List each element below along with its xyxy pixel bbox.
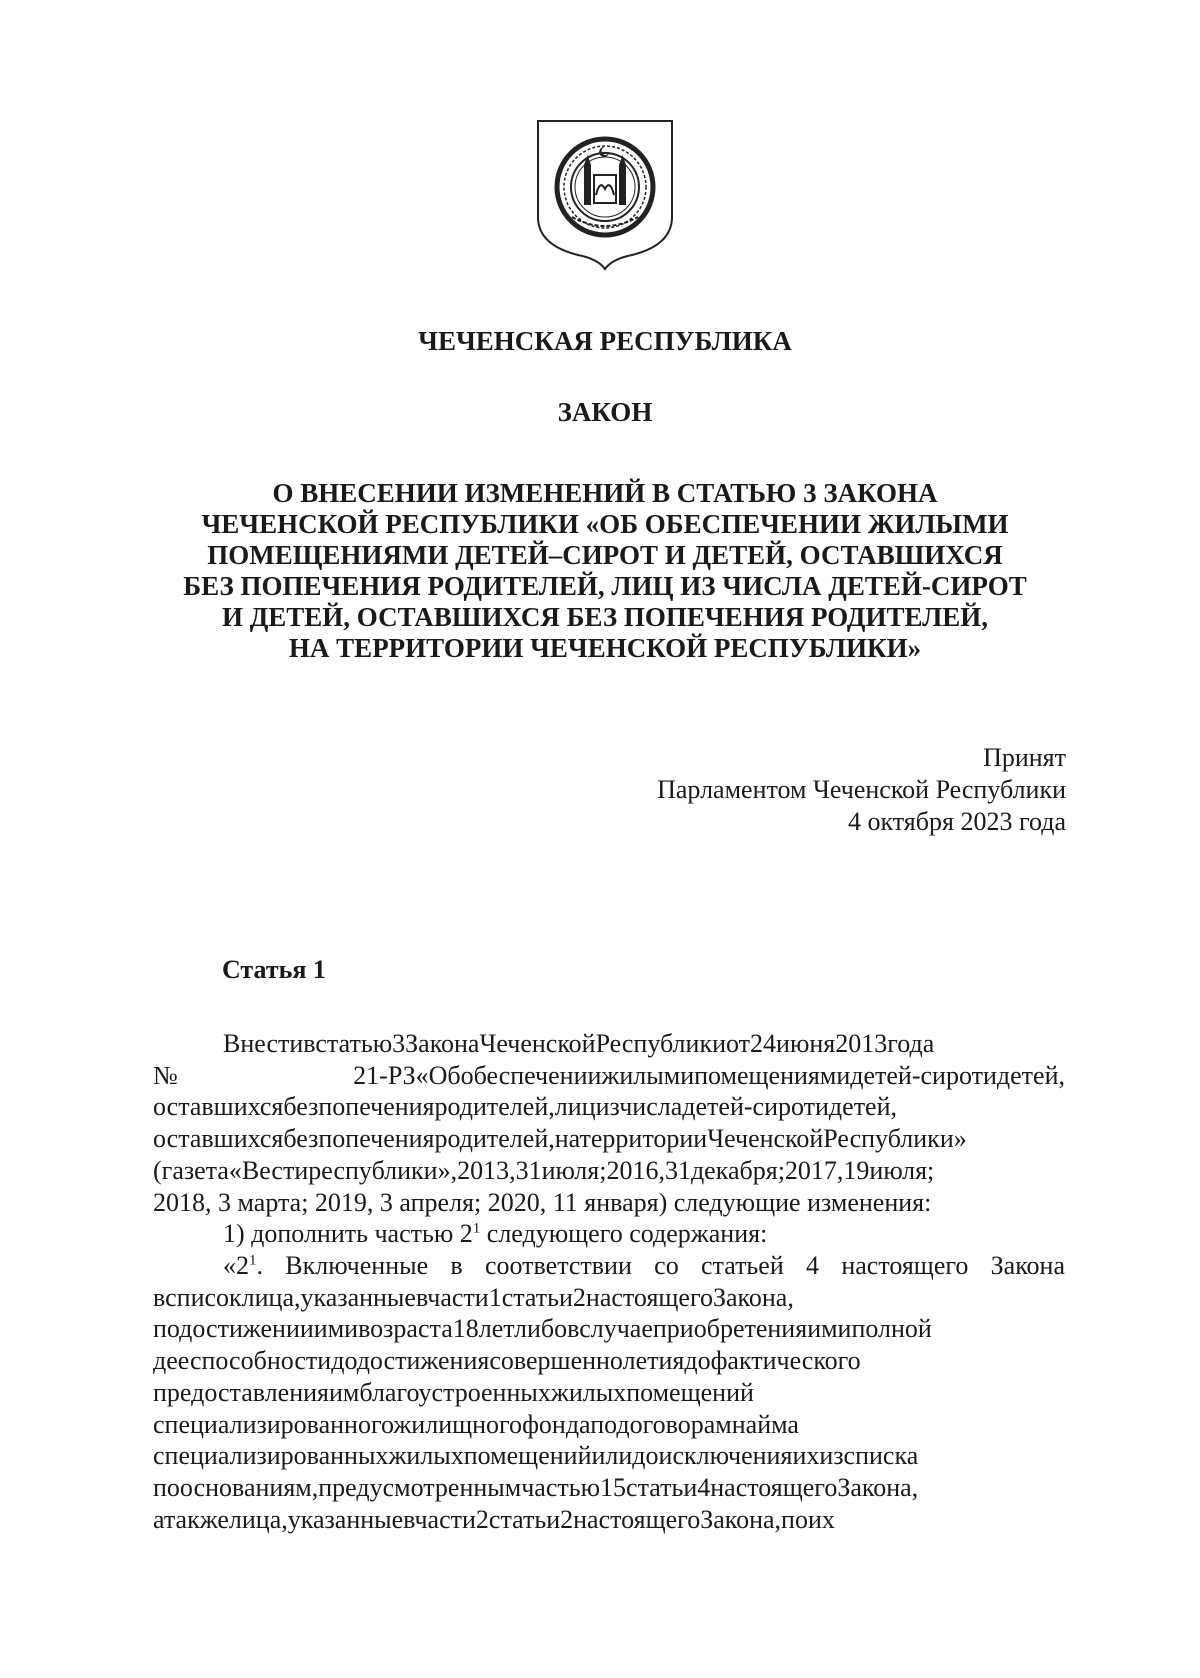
word: в bbox=[153, 1282, 166, 1312]
word: исключения bbox=[658, 1441, 793, 1471]
word: ими bbox=[313, 1314, 359, 1344]
word: июля; bbox=[541, 1155, 607, 1185]
paragraph-line bbox=[153, 1091, 1065, 1123]
article-title: Статья 1 bbox=[222, 955, 326, 984]
word: и bbox=[982, 1060, 997, 1090]
word: Чеченской bbox=[479, 1029, 596, 1058]
word: настоящего bbox=[585, 1282, 713, 1312]
word: случае bbox=[579, 1314, 653, 1344]
law-title-line: О ВНЕСЕНИИ ИЗМЕНЕНИЙ В СТАТЬЮ 3 ЗАКОНА bbox=[272, 478, 938, 508]
word: полной bbox=[851, 1314, 932, 1344]
word: достижении bbox=[179, 1314, 314, 1344]
word: детей-сирот bbox=[682, 1092, 815, 1122]
word: жилых bbox=[388, 1441, 464, 1471]
word: по bbox=[781, 1504, 808, 1534]
word: 31 bbox=[664, 1155, 691, 1185]
word: статьи bbox=[501, 1282, 573, 1312]
word: лет bbox=[478, 1314, 514, 1344]
quote-line-rest: . Включенные в соответствии со статьей 4 настоящего Закона bbox=[256, 1251, 1065, 1280]
word: статью bbox=[315, 1029, 393, 1058]
word: 18 bbox=[452, 1314, 479, 1344]
coat-of-arms-emblem bbox=[532, 117, 678, 271]
word: лица, bbox=[228, 1504, 288, 1534]
paragraph-line bbox=[153, 1155, 1065, 1187]
law-title bbox=[150, 478, 1060, 664]
quote-line bbox=[153, 1472, 1065, 1504]
word: от bbox=[726, 1029, 751, 1058]
word: их bbox=[807, 1504, 835, 1534]
word: на bbox=[554, 1124, 580, 1154]
word: их bbox=[792, 1441, 820, 1471]
amendment-item-prefix: 1) дополнить частью 2 bbox=[223, 1219, 473, 1248]
word: указанные bbox=[287, 1504, 404, 1534]
word: территории bbox=[579, 1124, 708, 1154]
word: без bbox=[283, 1124, 319, 1154]
superscript: 1 bbox=[249, 1252, 257, 1269]
word: № bbox=[153, 1060, 354, 1090]
word: из bbox=[819, 1441, 844, 1471]
word: Закона, bbox=[837, 1472, 919, 1502]
word: в bbox=[303, 1029, 316, 1058]
word: Внести bbox=[223, 1029, 304, 1058]
word: 2017, bbox=[784, 1155, 844, 1185]
quote-line bbox=[153, 1504, 1065, 1536]
word: по bbox=[153, 1314, 180, 1344]
paragraph-line bbox=[153, 1123, 1065, 1155]
word: в bbox=[567, 1314, 580, 1344]
word: в bbox=[403, 1504, 415, 1534]
word: списка bbox=[843, 1441, 919, 1471]
word: и bbox=[815, 1092, 829, 1122]
word: или bbox=[591, 1441, 633, 1471]
word: Республики» bbox=[823, 1124, 967, 1154]
word: 2 bbox=[572, 1282, 586, 1312]
word: 4 bbox=[697, 1472, 711, 1502]
word: попечения bbox=[318, 1124, 435, 1154]
adoption-date: 4 октября 2023 года bbox=[848, 807, 1066, 836]
word: оставшихся bbox=[153, 1124, 284, 1154]
amendment-item-line bbox=[153, 1218, 1065, 1250]
word: совершеннолетия bbox=[489, 1346, 685, 1376]
word: июня bbox=[776, 1029, 836, 1058]
word: Чеченской bbox=[707, 1124, 824, 1154]
quote-line bbox=[153, 1440, 1065, 1472]
word: части bbox=[414, 1504, 476, 1534]
document-type-heading: ЗАКОН bbox=[557, 397, 653, 427]
word: также bbox=[163, 1504, 229, 1534]
word: 15 bbox=[600, 1472, 627, 1502]
word: родителей, bbox=[434, 1092, 555, 1122]
word: возраста bbox=[358, 1314, 453, 1344]
quote-line bbox=[153, 1377, 1065, 1409]
word: без bbox=[283, 1092, 319, 1122]
article-paragraph bbox=[153, 1028, 1065, 1218]
word: 19 bbox=[843, 1155, 870, 1185]
word: до bbox=[331, 1346, 357, 1376]
paragraph-line bbox=[153, 1028, 1065, 1060]
word: 2 bbox=[560, 1504, 574, 1534]
word: настоящего bbox=[573, 1504, 701, 1534]
word: Закона, bbox=[700, 1504, 782, 1534]
word: по bbox=[153, 1472, 180, 1502]
word: 2013, bbox=[457, 1155, 516, 1185]
word: частью bbox=[521, 1472, 601, 1502]
word: июля; bbox=[869, 1155, 935, 1185]
word: жилыми bbox=[601, 1060, 695, 1090]
law-title-line: И ДЕТЕЙ, ОСТАВШИХСЯ БЕЗ ПОПЕЧЕНИЯ РОДИТЕЛЕЙ, bbox=[221, 602, 989, 632]
law-title-line: БЕЗ ПОПЕЧЕНИЯ РОДИТЕЛЕЙ, ЛИЦ ИЗ ЧИСЛА ДЕТЕЙ-СИРОТ bbox=[183, 571, 1027, 601]
word: основаниям, bbox=[179, 1472, 319, 1502]
word: «Вести bbox=[228, 1155, 309, 1185]
amendment-item bbox=[153, 1218, 1065, 1250]
word: (газета bbox=[153, 1155, 229, 1185]
word: до bbox=[684, 1346, 711, 1376]
word: жилищного bbox=[393, 1409, 523, 1439]
word: Закона bbox=[405, 1029, 480, 1058]
quote-line bbox=[153, 1345, 1065, 1377]
adoption-line: Парламентом Чеченской Республики bbox=[657, 775, 1066, 804]
word: 2013 bbox=[835, 1029, 888, 1058]
word: в bbox=[415, 1282, 428, 1312]
word: найма bbox=[731, 1409, 799, 1439]
amendment-item-suffix: следующего содержания: bbox=[480, 1219, 768, 1248]
word: 31 bbox=[515, 1155, 542, 1185]
word: года bbox=[887, 1029, 935, 1058]
word: Республики bbox=[595, 1029, 726, 1058]
word: указанные bbox=[300, 1282, 416, 1312]
word: дееспособности bbox=[153, 1346, 332, 1376]
amendment-quote bbox=[153, 1250, 1065, 1535]
word: благоустроенных bbox=[359, 1377, 551, 1407]
word: помещений bbox=[626, 1377, 754, 1407]
word: 24 bbox=[750, 1029, 777, 1058]
word: части bbox=[427, 1282, 489, 1312]
law-title-line: ПОМЕЩЕНИЯМИ ДЕТЕЙ–СИРОТ И ДЕТЕЙ, ОСТАВШИХСЯ bbox=[207, 540, 1003, 570]
quote-line bbox=[153, 1313, 1065, 1345]
word: договорам bbox=[616, 1409, 732, 1439]
word: числа bbox=[619, 1092, 683, 1122]
word: предусмотренным bbox=[318, 1472, 522, 1502]
law-title-line: НА ТЕРРИТОРИИ ЧЕЧЕНСКОЙ РЕСПУБЛИКИ» bbox=[288, 633, 922, 663]
adoption-block bbox=[657, 742, 1066, 838]
word: фонда bbox=[522, 1409, 591, 1439]
word: обеспечении bbox=[460, 1060, 602, 1090]
word: специализированных bbox=[153, 1441, 389, 1471]
word: 1 bbox=[488, 1282, 502, 1312]
word: помещений bbox=[463, 1441, 592, 1471]
paragraph-line bbox=[153, 1060, 1065, 1092]
superscript: 1 bbox=[472, 1220, 481, 1237]
quote-line bbox=[153, 1409, 1065, 1441]
word: детей-сирот bbox=[850, 1060, 983, 1090]
word: лиц bbox=[554, 1092, 596, 1122]
word: лица, bbox=[241, 1282, 301, 1312]
quote-line bbox=[153, 1282, 1065, 1314]
word: 21-РЗ bbox=[353, 1060, 416, 1090]
word: из bbox=[595, 1092, 620, 1122]
word: декабря; bbox=[690, 1155, 785, 1185]
adoption-line: Принят bbox=[983, 743, 1066, 772]
paragraph-line: 2018, 3 марта; 2019, 3 апреля; 2020, 11 января) следующие изменения: bbox=[153, 1187, 932, 1217]
word: им bbox=[328, 1377, 360, 1407]
word: попечения bbox=[318, 1092, 435, 1122]
word: детей, bbox=[828, 1092, 898, 1122]
word: жилых bbox=[550, 1377, 627, 1407]
quote-line bbox=[153, 1250, 1065, 1282]
word: статьи bbox=[488, 1504, 561, 1534]
word: до bbox=[632, 1441, 659, 1471]
word: Закона, bbox=[712, 1282, 794, 1312]
word: по bbox=[590, 1409, 617, 1439]
word: ими bbox=[807, 1314, 852, 1344]
word: приобретения bbox=[652, 1314, 808, 1344]
word: настоящего bbox=[710, 1472, 838, 1502]
word: 2 bbox=[475, 1504, 489, 1534]
word: список bbox=[165, 1282, 242, 1312]
word: помещениями bbox=[694, 1060, 851, 1090]
word: 3 bbox=[392, 1029, 406, 1058]
word: фактического bbox=[710, 1346, 861, 1376]
word: республики», bbox=[308, 1155, 458, 1185]
word: статьи bbox=[626, 1472, 698, 1502]
word: детей, bbox=[996, 1060, 1065, 1090]
word: предоставления bbox=[153, 1377, 329, 1407]
word: «Об bbox=[415, 1060, 461, 1090]
word: оставшихся bbox=[153, 1092, 284, 1122]
word: достижения bbox=[356, 1346, 490, 1376]
word: 2016, bbox=[606, 1155, 665, 1185]
quote-open: «2 bbox=[223, 1251, 249, 1280]
word: родителей, bbox=[434, 1124, 555, 1154]
law-title-line: ЧЕЧЕНСКОЙ РЕСПУБЛИКИ «ОБ ОБЕСПЕЧЕНИИ ЖИЛЫМИ bbox=[201, 509, 1009, 539]
republic-heading: ЧЕЧЕНСКАЯ РЕСПУБЛИКА bbox=[418, 326, 792, 356]
word: либо bbox=[513, 1314, 568, 1344]
word: а bbox=[153, 1504, 164, 1534]
word: специализированного bbox=[153, 1409, 394, 1439]
